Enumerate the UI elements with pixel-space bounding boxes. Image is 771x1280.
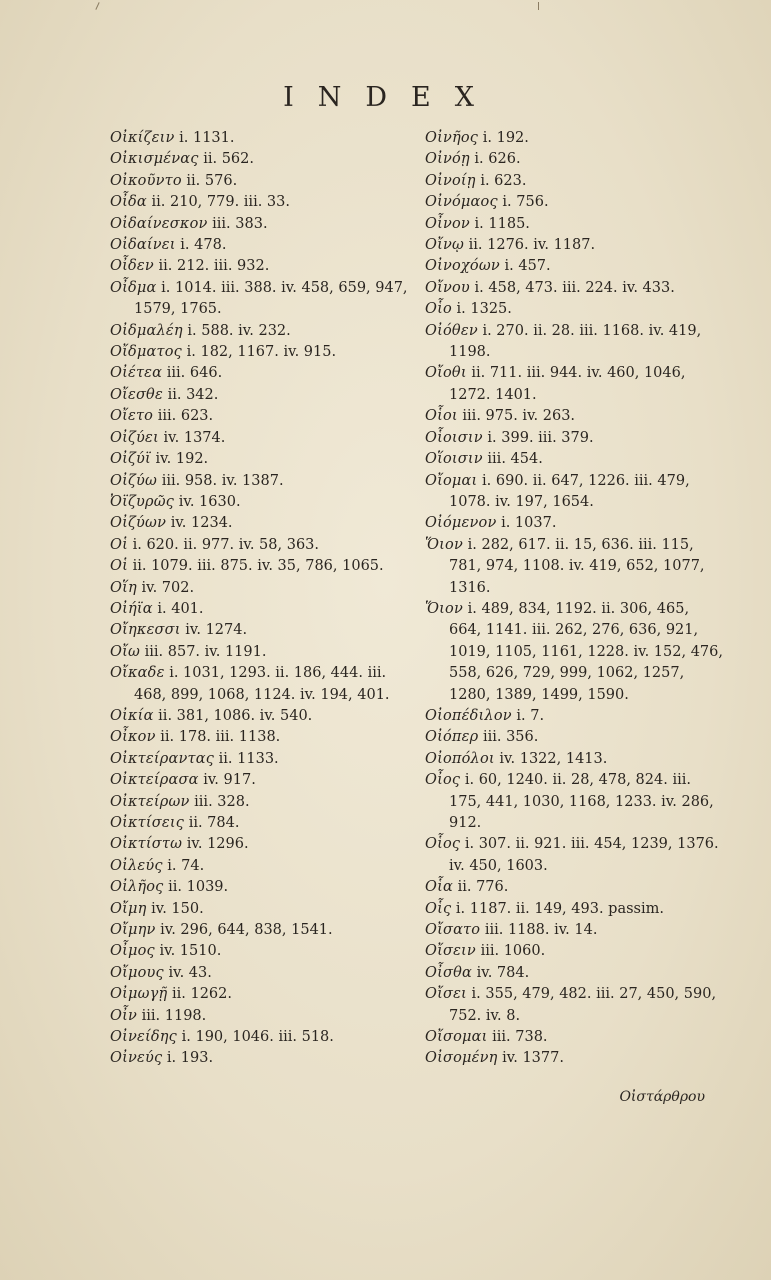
index-entry: [110, 492, 408, 513]
index-headword: Οἰήϊα: [110, 600, 153, 617]
index-references: i. 192.: [482, 130, 529, 146]
index-entry: [110, 128, 408, 149]
index-entry: [425, 727, 725, 748]
index-entry: [110, 471, 408, 492]
index-entry: [110, 214, 408, 235]
index-headword: Οἴκαδε: [110, 665, 165, 682]
index-headword: Οἰνεύς: [110, 1050, 163, 1067]
index-headword: Ὅιον: [425, 536, 464, 553]
index-headword: Οἰνοίῃ: [425, 172, 476, 189]
index-references: i. 626.: [474, 151, 521, 168]
index-entry: [425, 235, 725, 256]
index-headword: Οἷοι: [425, 408, 458, 425]
index-headword: Οἴμη: [110, 900, 147, 917]
index-entry: [110, 578, 408, 599]
index-references: i. 282, 617. ii. 15, 636. iii. 115, 781, 974, 1108. iv. 419, 652, 1077, 1316.: [449, 536, 705, 596]
index-references: iii. 356.: [482, 729, 539, 746]
index-references: ii. 784.: [188, 815, 240, 831]
index-entry: [425, 471, 725, 514]
index-entry: [110, 813, 408, 834]
index-headword: Οἴσατο: [425, 922, 481, 939]
index-headword: Οἴοθι: [425, 365, 467, 382]
index-headword: Οἰκτίστω: [110, 836, 183, 853]
index-headword: Οἰκτείρασα: [110, 772, 199, 789]
index-references: ii. 776.: [457, 879, 509, 896]
index-references: i. 756.: [502, 194, 549, 211]
index-references: i. 1187. ii. 149, 493. passim.: [455, 900, 664, 917]
index-references: i. 399. iii. 379.: [487, 429, 594, 446]
index-entry: [110, 192, 408, 213]
index-references: iii. 1198.: [141, 1007, 207, 1024]
index-headword: Οἰζύϊ: [110, 451, 151, 468]
index-headword: Οἰκτείραντας: [110, 750, 215, 767]
index-references: iv. 1374.: [163, 429, 226, 446]
index-entry: [110, 663, 408, 706]
index-entry: [110, 920, 408, 941]
index-headword: Ὀϊζυρῶς: [110, 493, 175, 510]
index-headword: Οἰοπέδιλον: [425, 707, 512, 724]
index-headword: Οἰνοχόων: [425, 258, 500, 275]
index-references: i. 1031, 1293. ii. 186, 444. iii. 468, 899, 1068, 1124. iv. 194, 401.: [134, 665, 390, 703]
index-headword: Οἷα: [425, 879, 453, 896]
index-references: iv. 296, 644, 838, 1541.: [160, 922, 333, 939]
index-references: i. 190, 1046. iii. 518.: [181, 1029, 334, 1046]
index-entry: [110, 1006, 408, 1027]
index-entry: [425, 920, 725, 941]
index-entry: [110, 899, 408, 920]
index-headword: Οἶσθα: [425, 964, 472, 981]
index-headword: Οἶν: [110, 1007, 137, 1024]
index-headword: Οἰκτείρων: [110, 793, 190, 810]
index-references: iv. 1510.: [159, 943, 222, 960]
index-entry: [425, 513, 725, 534]
index-entry: [110, 770, 408, 791]
index-references: iv. 1274.: [185, 622, 248, 639]
index-references: i. 74.: [167, 857, 205, 874]
index-references: ii. 212. iii. 932.: [158, 258, 270, 275]
page-title: INDEX: [283, 82, 498, 113]
index-headword: Οἰκία: [110, 707, 154, 724]
index-references: i. 489, 834, 1192. ii. 306, 465, 664, 1141. iii. 262, 276, 636, 921, 1019, 1105, 1161, 1228. iv. 152, 476, 558, 626, 729, 999, 1062, 1257, 1280, 1389, 1499, 1590.: [449, 600, 723, 703]
index-headword: Οἰοπόλοι: [425, 750, 495, 767]
index-references: iii. 383.: [212, 215, 268, 232]
catchword: Οἰστάρθρου: [619, 1089, 705, 1105]
index-entry: [110, 1048, 408, 1069]
index-entry: [110, 428, 408, 449]
index-entry: [110, 321, 408, 342]
index-references: ii. 178. iii. 1138.: [160, 729, 281, 746]
index-entry: [110, 513, 408, 534]
index-references: i. 1037.: [501, 515, 557, 532]
index-references: iii. 328.: [194, 793, 250, 810]
index-references: ii. 1039.: [168, 879, 229, 896]
index-references: i. 690. ii. 647, 1226. iii. 479, 1078. iv. 197, 1654.: [449, 472, 690, 510]
index-references: ii. 576.: [186, 172, 238, 189]
index-references: ii. 210, 779. iii. 33.: [151, 194, 290, 211]
index-headword: Οἴετο: [110, 408, 154, 425]
index-headword: Οἷς: [425, 900, 452, 917]
index-references: ii. 1262.: [171, 986, 232, 1003]
index-entry: [425, 428, 725, 449]
index-references: i. 478.: [180, 237, 227, 254]
index-entry: [425, 214, 725, 235]
index-entry: [110, 256, 408, 277]
index-headword: Οἴομαι: [425, 472, 478, 489]
index-entry: [110, 235, 408, 256]
index-entry: [110, 149, 408, 170]
index-entry: [425, 363, 725, 406]
index-entry: [425, 1048, 725, 1069]
index-headword: Οἰζύων: [110, 515, 167, 532]
index-headword: Οἱ: [110, 536, 128, 553]
index-entry: [110, 342, 408, 363]
index-entry: [110, 406, 408, 427]
index-references: iv. 702.: [141, 579, 195, 596]
index-entry: [110, 449, 408, 470]
index-headword: Οἷοισιν: [425, 429, 483, 446]
index-entry: [425, 406, 725, 427]
index-headword: Οἰνόμαος: [425, 194, 498, 211]
index-references: i. 588. iv. 232.: [187, 322, 291, 339]
index-references: i. 458, 473. iii. 224. iv. 433.: [474, 279, 675, 296]
index-entry: [425, 963, 725, 984]
index-references: i. 457.: [504, 258, 551, 275]
index-references: i. 1185.: [474, 215, 530, 232]
index-headword: Οἴεσθε: [110, 386, 163, 403]
index-headword: Οἴσειν: [425, 943, 476, 960]
index-headword: Οἰζύω: [110, 472, 158, 489]
index-headword: Οἴσει: [425, 986, 467, 1003]
index-entry: [425, 599, 725, 706]
index-headword: Οἴω: [110, 643, 140, 660]
index-headword: Οἰδμαλέη: [110, 322, 183, 339]
index-references: i. 307. ii. 921. iii. 454, 1239, 1376. iv. 450, 1603.: [449, 836, 719, 874]
index-references: iii. 975. iv. 263.: [462, 408, 576, 425]
index-headword: Οἰόθεν: [425, 322, 478, 339]
index-headword: Οἰνόῃ: [425, 151, 470, 168]
index-headword: Οἱ: [110, 558, 128, 575]
index-headword: Οἴσομαι: [425, 1029, 488, 1046]
index-references: ii. 342.: [167, 386, 219, 403]
index-references: i. 623.: [480, 172, 527, 189]
index-entry: [425, 706, 725, 727]
index-headword: Οἰδαίνεσκον: [110, 215, 208, 232]
index-headword: Οἴμην: [110, 922, 156, 939]
index-references: iii. 738.: [492, 1029, 548, 1046]
index-references: i. 1014. iii. 388. iv. 458, 659, 947, 1579, 1765.: [134, 279, 408, 318]
index-headword: Οἰκισμένας: [110, 151, 199, 168]
index-entry: [110, 984, 408, 1005]
index-headword: Οἶδεν: [110, 258, 154, 275]
index-headword: Οἰκτίσεις: [110, 815, 185, 831]
index-references: iv. 192.: [155, 451, 209, 468]
index-references: iii. 1188. iv. 14.: [484, 922, 598, 939]
index-references: iv. 917.: [203, 772, 256, 789]
index-references: ii. 1133.: [218, 750, 279, 767]
index-headword: Οἰκοῦντο: [110, 172, 182, 189]
index-headword: Οἶος: [425, 772, 461, 789]
index-entry: [110, 856, 408, 877]
index-headword: Οἴμους: [110, 964, 164, 981]
index-headword: Οἵοισιν: [425, 451, 483, 468]
index-headword: Οἶνον: [425, 215, 470, 232]
index-references: ii. 1079. iii. 875. iv. 35, 786, 1065.: [132, 558, 384, 575]
index-headword: Οἰσομένη: [425, 1050, 498, 1067]
index-entry: [110, 642, 408, 663]
index-headword: Οἵη: [110, 579, 137, 596]
index-entry: [425, 941, 725, 962]
index-entry: [110, 556, 408, 577]
index-references: iii. 1060.: [480, 943, 546, 960]
index-headword: Οἰλεύς: [110, 857, 163, 874]
index-column-left: [110, 128, 408, 1070]
index-entry: [425, 1027, 725, 1048]
index-headword: Οἰόπερ: [425, 729, 479, 746]
index-references: i. 60, 1240. ii. 28, 478, 824. iii. 175, 441, 1030, 1168, 1233. iv. 286, 912.: [449, 772, 714, 831]
index-headword: Οἷος: [425, 836, 461, 853]
index-entry: [425, 192, 725, 213]
index-entry: [425, 834, 725, 877]
index-references: i. 7.: [516, 707, 545, 724]
index-headword: Οἶμος: [110, 943, 155, 960]
index-entry: [425, 299, 725, 320]
index-references: i. 620. ii. 977. iv. 58, 363.: [132, 536, 320, 553]
index-headword: Οἴνῳ: [425, 237, 465, 254]
index-headword: Οἰζύει: [110, 429, 159, 446]
index-headword: Οἴδματος: [110, 344, 182, 361]
index-references: iv. 150.: [151, 900, 204, 917]
index-references: i. 182, 1167. iv. 915.: [186, 344, 337, 361]
index-entry: [110, 963, 408, 984]
index-entry: [110, 834, 408, 855]
index-entry: [110, 535, 408, 556]
index-references: iv. 1322, 1413.: [499, 750, 608, 767]
index-references: iii. 646.: [166, 365, 223, 382]
index-references: iii. 958. iv. 1387.: [161, 472, 284, 489]
index-entry: [110, 749, 408, 770]
index-references: i. 193.: [166, 1050, 214, 1067]
index-entry: [425, 449, 725, 470]
index-entry: [425, 321, 725, 364]
index-headword: Οἰόμενον: [425, 515, 497, 532]
index-entry: [110, 727, 408, 748]
index-entry: [425, 278, 725, 299]
index-entry: [425, 749, 725, 770]
index-headword: Οἰνῆος: [425, 130, 479, 146]
index-headword: Οἴνου: [425, 279, 470, 296]
index-references: iv. 43.: [168, 964, 212, 981]
index-headword: Οἰκίζειν: [110, 130, 175, 146]
index-headword: Οἰμωγῇ: [110, 986, 168, 1003]
index-references: iv. 1234.: [170, 515, 233, 532]
index-references: i. 355, 479, 482. iii. 27, 450, 590, 752. iv. 8.: [449, 986, 717, 1024]
index-references: iv. 1377.: [502, 1050, 564, 1067]
index-entry: [110, 385, 408, 406]
index-references: iv. 784.: [476, 964, 530, 981]
index-entry: [425, 984, 725, 1027]
index-references: ii. 381, 1086. iv. 540.: [158, 707, 313, 724]
index-headword: Οἰδαίνει: [110, 237, 176, 254]
index-column-right: [425, 128, 725, 1070]
index-references: iv. 1630.: [178, 493, 241, 510]
index-references: i. 1325.: [456, 301, 512, 318]
paper-mark: [538, 2, 539, 10]
index-references: iii. 623.: [157, 408, 214, 425]
index-entry: [425, 535, 725, 599]
index-references: ii. 1276. iv. 1187.: [468, 237, 596, 254]
index-entry: [110, 620, 408, 641]
index-references: iii. 857. iv. 1191.: [144, 643, 267, 660]
index-entry: [110, 278, 408, 321]
index-entry: [425, 171, 725, 192]
index-entry: [425, 770, 725, 834]
index-headword: Οἴηκεσσι: [110, 622, 181, 639]
index-entry: [425, 877, 725, 898]
index-entry: [110, 363, 408, 384]
index-references: iv. 1296.: [186, 836, 249, 853]
index-entry: [110, 599, 408, 620]
index-references: i. 270. ii. 28. iii. 1168. iv. 419, 1198.: [449, 322, 702, 361]
index-entry: [110, 1027, 408, 1048]
paper-mark: [95, 2, 99, 10]
index-headword: Οἶκον: [110, 729, 156, 746]
index-entry: [110, 941, 408, 962]
index-entry: [425, 899, 725, 920]
index-entry: [110, 877, 408, 898]
index-references: ii. 562.: [203, 151, 254, 168]
index-headword: Οἶδμα: [110, 279, 157, 296]
index-references: ii. 711. iii. 944. iv. 460, 1046, 1272. 1401.: [449, 365, 686, 403]
index-headword: Οἰνείδης: [110, 1029, 177, 1046]
index-references: iii. 454.: [487, 451, 543, 468]
index-entry: [110, 706, 408, 727]
index-entry: [425, 149, 725, 170]
index-entry: [110, 171, 408, 192]
index-references: i. 401.: [157, 600, 204, 617]
index-entry: [110, 792, 408, 813]
index-headword: Οἷο: [425, 301, 452, 318]
index-references: i. 1131.: [179, 130, 235, 146]
index-entry: [425, 256, 725, 277]
index-entry: [425, 128, 725, 149]
index-headword: Οἰλῆος: [110, 879, 164, 896]
index-headword: Οἶδα: [110, 194, 147, 211]
index-headword: Ὅιον: [425, 600, 464, 617]
index-headword: Οἰέτεα: [110, 365, 163, 382]
